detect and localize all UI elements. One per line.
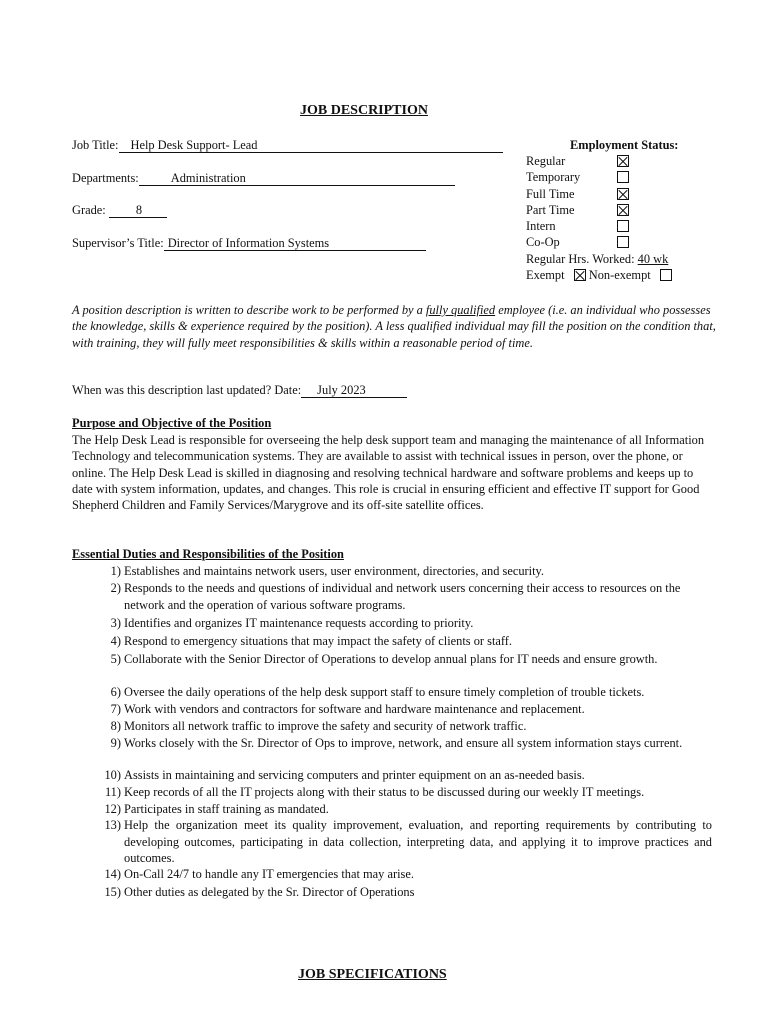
status-option-intern xyxy=(526,218,556,234)
purpose-paragraph: The Help Desk Lead is responsible for overseeing the help desk support team and managing the maintenance of all Information Technology and telecommunication systems. They are available to assist with technical issues in person, over the phone, or online. The Help Desk Lead is skilled in diagnosing and resolving technical hardware and software problems and keeps up to date with system information, updates, and changes. This role is crucial in ensuring efficient and effective IT support for Good Shepherd Children and Family Services/Marygrove and its off-site satellite offices. xyxy=(72,433,705,513)
duty-number: 4) xyxy=(110,634,121,648)
status-label: Part Time xyxy=(526,203,575,217)
status-label: Intern xyxy=(526,219,556,233)
departments-line xyxy=(139,171,455,186)
duty-text: Respond to emergency situations that may impact the safety of clients or staff. xyxy=(124,634,513,648)
departments-field xyxy=(72,171,455,186)
duty-text: Responds to the needs and questions of individual and network users concerning their access to resources on the network and the operation of various software programs. xyxy=(124,581,681,612)
disclaimer-before: A position description is written to describe work to be performed by a xyxy=(72,303,426,317)
duty-number: 5) xyxy=(110,652,121,666)
supervisor-label: Supervisor’s Title: xyxy=(72,236,164,250)
status-label: Temporary xyxy=(526,170,581,184)
updated-field xyxy=(72,383,407,398)
duty-item xyxy=(72,633,712,650)
job-title-line xyxy=(119,138,503,153)
intern-checkbox[interactable] xyxy=(617,220,629,232)
disclaimer-emphasis: fully qualified xyxy=(425,303,496,317)
duty-number: 10) xyxy=(104,768,121,782)
duty-text: Identifies and organizes IT maintenance requests according to priority. xyxy=(124,616,474,630)
duty-item xyxy=(72,817,712,867)
duty-number: 8) xyxy=(110,719,121,733)
duty-text: On-Call 24/7 to handle any IT emergencies that may arise. xyxy=(124,867,414,881)
status-option-co-op xyxy=(526,234,560,250)
duty-number: 6) xyxy=(110,685,121,699)
duty-number: 11) xyxy=(104,785,121,799)
supervisor-field xyxy=(72,236,426,251)
document-title: JOB DESCRIPTION xyxy=(300,103,428,118)
duties-heading: Essential Duties and Responsibilities of the Position xyxy=(72,547,344,561)
duty-text: Works closely with the Sr. Director of Ops to improve, network, and ensure all system information stays current. xyxy=(124,736,683,750)
duty-number: 3) xyxy=(110,616,121,630)
grade-field xyxy=(72,203,167,218)
updated-label: When was this description last updated? Date: xyxy=(72,383,302,397)
duty-item xyxy=(72,580,718,613)
duty-text: Other duties as delegated by the Sr. Director of Operations xyxy=(124,885,415,899)
status-option-temporary xyxy=(526,169,580,185)
duty-text: Oversee the daily operations of the help desk support staff to ensure timely completion of trouble tickets. xyxy=(124,685,645,699)
duty-number: 12) xyxy=(104,802,121,816)
duty-number: 1) xyxy=(110,564,121,578)
duty-number: 7) xyxy=(110,702,121,716)
co-op-checkbox[interactable] xyxy=(617,236,629,248)
regular-hours-value: 40 wk xyxy=(637,252,669,266)
job-title-value: Help Desk Support- Lead xyxy=(130,138,258,152)
status-option-full-time xyxy=(526,186,575,202)
full-time-checkbox[interactable] xyxy=(617,188,629,200)
departments-label: Departments: xyxy=(72,171,139,185)
duty-text: Keep records of all the IT projects along with their status to be discussed during our weekly IT meetings. xyxy=(124,785,645,799)
duty-item xyxy=(72,718,712,735)
supervisor-line xyxy=(164,236,426,251)
departments-value: Administration xyxy=(170,171,246,185)
duty-item xyxy=(72,735,706,752)
updated-line xyxy=(301,383,407,398)
duty-item xyxy=(72,651,688,668)
job-title-label: Job Title: xyxy=(72,138,119,152)
duty-text: Work with vendors and contractors for software and hardware maintenance and replacement. xyxy=(124,702,585,716)
job-title-field xyxy=(72,138,503,153)
duty-item xyxy=(72,701,712,718)
duty-number: 13) xyxy=(104,818,121,832)
regular-checkbox[interactable] xyxy=(617,155,629,167)
duty-number: 9) xyxy=(110,736,121,750)
duty-text: Participates in staff training as mandated. xyxy=(124,802,329,816)
nonexempt-checkbox[interactable] xyxy=(660,269,672,281)
duty-item xyxy=(72,884,712,901)
employment-status-heading: Employment Status: xyxy=(570,138,679,152)
nonexempt-label: Non-exempt xyxy=(588,268,651,282)
exempt-row xyxy=(526,268,672,283)
duty-item xyxy=(72,866,712,883)
duty-item xyxy=(72,615,712,632)
status-label: Regular xyxy=(526,154,566,168)
regular-hours-label: Regular Hrs. Worked: xyxy=(526,252,635,266)
job-specifications-title: JOB SPECIFICATIONS xyxy=(298,967,447,982)
duty-item xyxy=(72,801,712,818)
duty-number: 2) xyxy=(110,581,121,595)
supervisor-value: Director of Information Systems xyxy=(167,236,330,250)
duty-item xyxy=(72,767,712,784)
grade-line xyxy=(109,203,167,218)
duty-item xyxy=(72,684,722,701)
duty-text: Establishes and maintains network users, user environment, directories, and security. xyxy=(124,564,545,578)
purpose-heading: Purpose and Objective of the Position xyxy=(72,416,272,430)
exempt-label: Exempt xyxy=(526,268,565,282)
disclaimer-after: employee (i.e. an individual who possesses the knowledge, skills & experience required by the position). A less qualified individual may fill the position on the condition that, with training, they will fully meet responsibilities & skills within a reasonable period of time. xyxy=(72,303,716,350)
duty-text: Monitors all network traffic to improve the safety and security of network traffic. xyxy=(124,719,527,733)
duty-item xyxy=(72,563,712,580)
temporary-checkbox[interactable] xyxy=(617,171,629,183)
duty-number: 15) xyxy=(104,885,121,899)
regular-hours-row xyxy=(526,252,668,267)
disclaimer-paragraph xyxy=(72,302,720,351)
exempt-checkbox[interactable] xyxy=(574,269,586,281)
part-time-checkbox[interactable] xyxy=(617,204,629,216)
status-label: Full Time xyxy=(526,187,575,201)
duty-number: 14) xyxy=(104,867,121,881)
status-option-regular xyxy=(526,153,565,169)
duty-item xyxy=(72,784,722,801)
grade-value: 8 xyxy=(135,203,143,217)
duty-text: Help the organization meet its quality improvement, evaluation, and reporting requirements by contributing to developing outcomes, participating in data collection, interpreting data, and applying it to improve practices and outcomes. xyxy=(124,818,712,865)
updated-value: July 2023 xyxy=(317,383,366,397)
duty-text: Assists in maintaining and servicing computers and printer equipment on an as-needed basis. xyxy=(124,768,585,782)
status-option-part-time xyxy=(526,202,575,218)
status-label: Co-Op xyxy=(526,235,560,249)
duty-text: Collaborate with the Senior Director of Operations to develop annual plans for IT needs and ensure growth. xyxy=(124,652,658,666)
grade-label: Grade: xyxy=(72,203,106,217)
